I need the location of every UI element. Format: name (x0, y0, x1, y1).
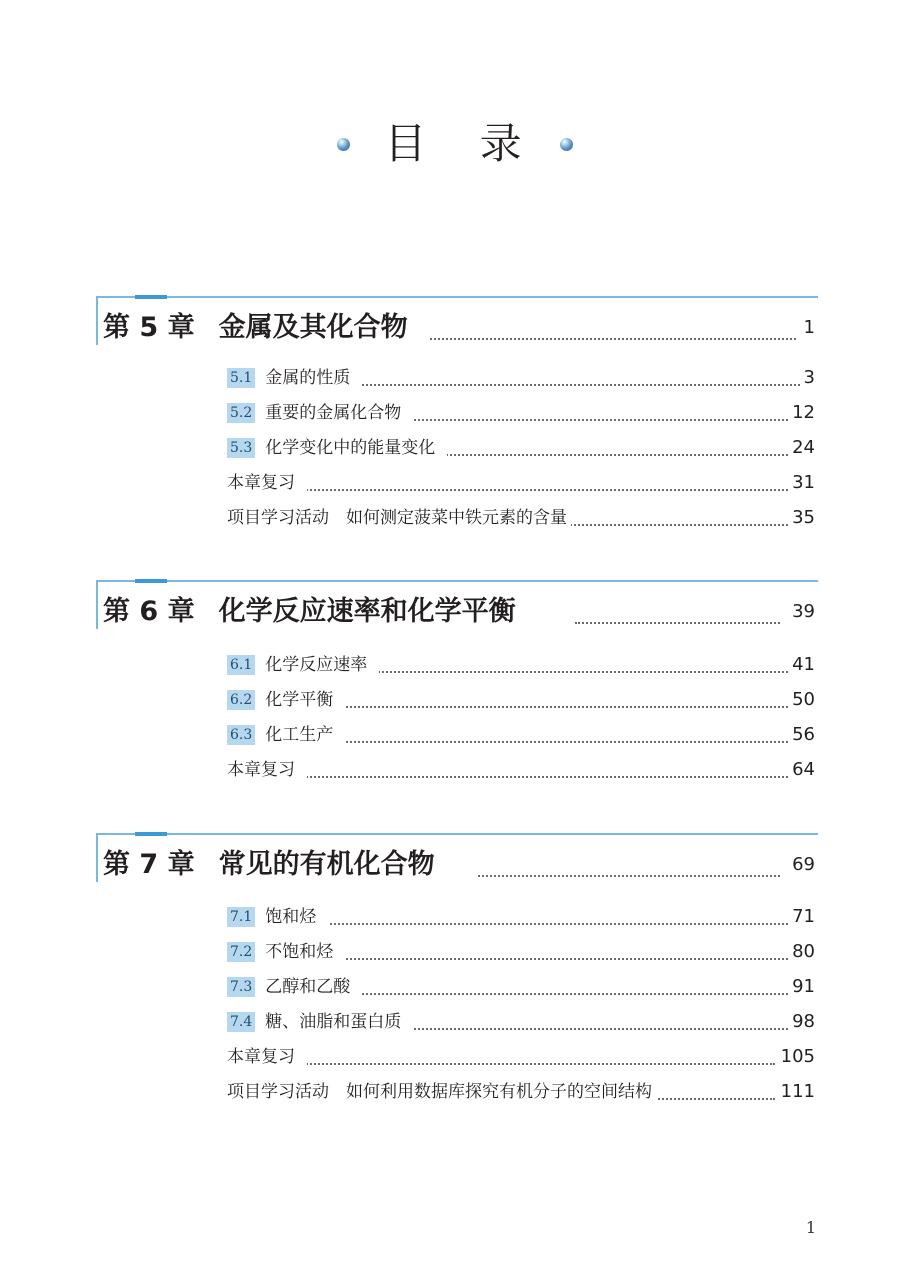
page-title: 目 录 (384, 119, 542, 168)
toc-entry-5-review[interactable] (227, 468, 815, 498)
entry-page-number: 80 (788, 937, 815, 967)
entry-page-number: 3 (800, 363, 815, 393)
chapter-page-number: 1 (798, 313, 815, 343)
toc-entry-7-3[interactable] (227, 972, 815, 1002)
entry-page-number: 31 (788, 468, 815, 498)
chapter-title[interactable] (103, 308, 418, 348)
chapter-accent-bar (135, 295, 167, 299)
toc-entry-7-4[interactable] (227, 1007, 815, 1037)
right-bullet-icon (560, 138, 573, 151)
chapter-label: 第 6 章 (103, 596, 195, 627)
section-number: 5.1 (227, 368, 255, 388)
section-number: 7.1 (227, 907, 255, 927)
entry-title: 本章复习 (227, 760, 295, 780)
entry-title: 化学变化中的能量变化 (265, 438, 436, 458)
entry-title: 本章复习 (227, 1047, 295, 1067)
toc-entry-5-1[interactable] (227, 363, 815, 393)
left-bullet-icon (337, 138, 350, 151)
toc-entry-7-2[interactable] (227, 937, 815, 967)
toc-entry-6-3[interactable] (227, 720, 815, 750)
chapter-accent-bar (135, 832, 167, 836)
entry-title: 化学平衡 (265, 690, 334, 710)
dot-leader (430, 318, 800, 340)
dot-leader (478, 855, 780, 877)
toc-entry-7-project[interactable] (227, 1077, 815, 1107)
entry-page-number: 56 (788, 720, 815, 750)
chapter-page-number: 69 (786, 850, 815, 880)
entry-title: 项目学习活动 如何测定菠菜中铁元素的含量 (227, 508, 567, 528)
entry-title: 项目学习活动 如何利用数据库探究有机分子的空间结构 (227, 1082, 652, 1102)
entry-page-number: 24 (788, 433, 815, 463)
toc-entry-6-2[interactable] (227, 685, 815, 715)
entry-page-number: 50 (788, 685, 815, 715)
chapter-label: 第 5 章 (103, 312, 195, 343)
chapter-name: 金属及其化合物 (218, 312, 408, 343)
section-number: 7.2 (227, 942, 255, 962)
entry-title: 金属的性质 (265, 368, 351, 388)
entry-title: 化工生产 (265, 725, 334, 745)
toc-entry-5-project[interactable] (227, 503, 815, 533)
toc-entry-5-3[interactable] (227, 433, 815, 463)
entry-page-number: 64 (788, 755, 815, 785)
entry-page-number: 35 (788, 503, 815, 533)
entry-page-number: 111 (777, 1077, 815, 1107)
entry-page-number: 98 (788, 1007, 815, 1037)
dot-leader (227, 477, 815, 491)
entry-title: 本章复习 (227, 473, 295, 493)
section-number: 7.3 (227, 977, 255, 997)
chapter-title[interactable] (103, 592, 526, 632)
entry-title: 不饱和烃 (265, 942, 334, 962)
toc-entry-7-1[interactable] (227, 902, 815, 932)
chapter-title[interactable] (103, 845, 445, 885)
chapter-accent-bar (135, 579, 167, 583)
section-number: 6.3 (227, 725, 255, 745)
toc-entry-7-review[interactable] (227, 1042, 815, 1072)
toc-title-row (0, 114, 910, 174)
dot-leader (227, 764, 815, 778)
dot-leader (575, 602, 780, 624)
entry-title: 乙醇和乙酸 (265, 977, 351, 997)
chapter-label: 第 7 章 (103, 849, 195, 880)
entry-title: 化学反应速率 (265, 655, 368, 675)
toc-entry-5-2[interactable] (227, 398, 815, 428)
entry-page-number: 71 (788, 902, 815, 932)
entry-page-number: 105 (777, 1042, 815, 1072)
section-number: 6.1 (227, 655, 255, 675)
entry-title: 糖、油脂和蛋白质 (265, 1012, 402, 1032)
section-number: 6.2 (227, 690, 255, 710)
dot-leader (227, 1051, 775, 1065)
chapter-name: 化学反应速率和化学平衡 (218, 596, 516, 627)
entry-page-number: 41 (788, 650, 815, 680)
section-number: 5.2 (227, 403, 255, 423)
chapter-name: 常见的有机化合物 (218, 849, 435, 880)
entry-page-number: 91 (788, 972, 815, 1002)
toc-entry-6-review[interactable] (227, 755, 815, 785)
section-number: 5.3 (227, 438, 255, 458)
entry-title: 重要的金属化合物 (265, 403, 402, 423)
entry-page-number: 12 (788, 398, 815, 428)
chapter-page-number: 39 (786, 597, 815, 627)
page-footer-number: 1 (805, 1218, 816, 1237)
toc-entry-6-1[interactable] (227, 650, 815, 680)
entry-title: 饱和烃 (265, 907, 317, 927)
section-number: 7.4 (227, 1012, 255, 1032)
